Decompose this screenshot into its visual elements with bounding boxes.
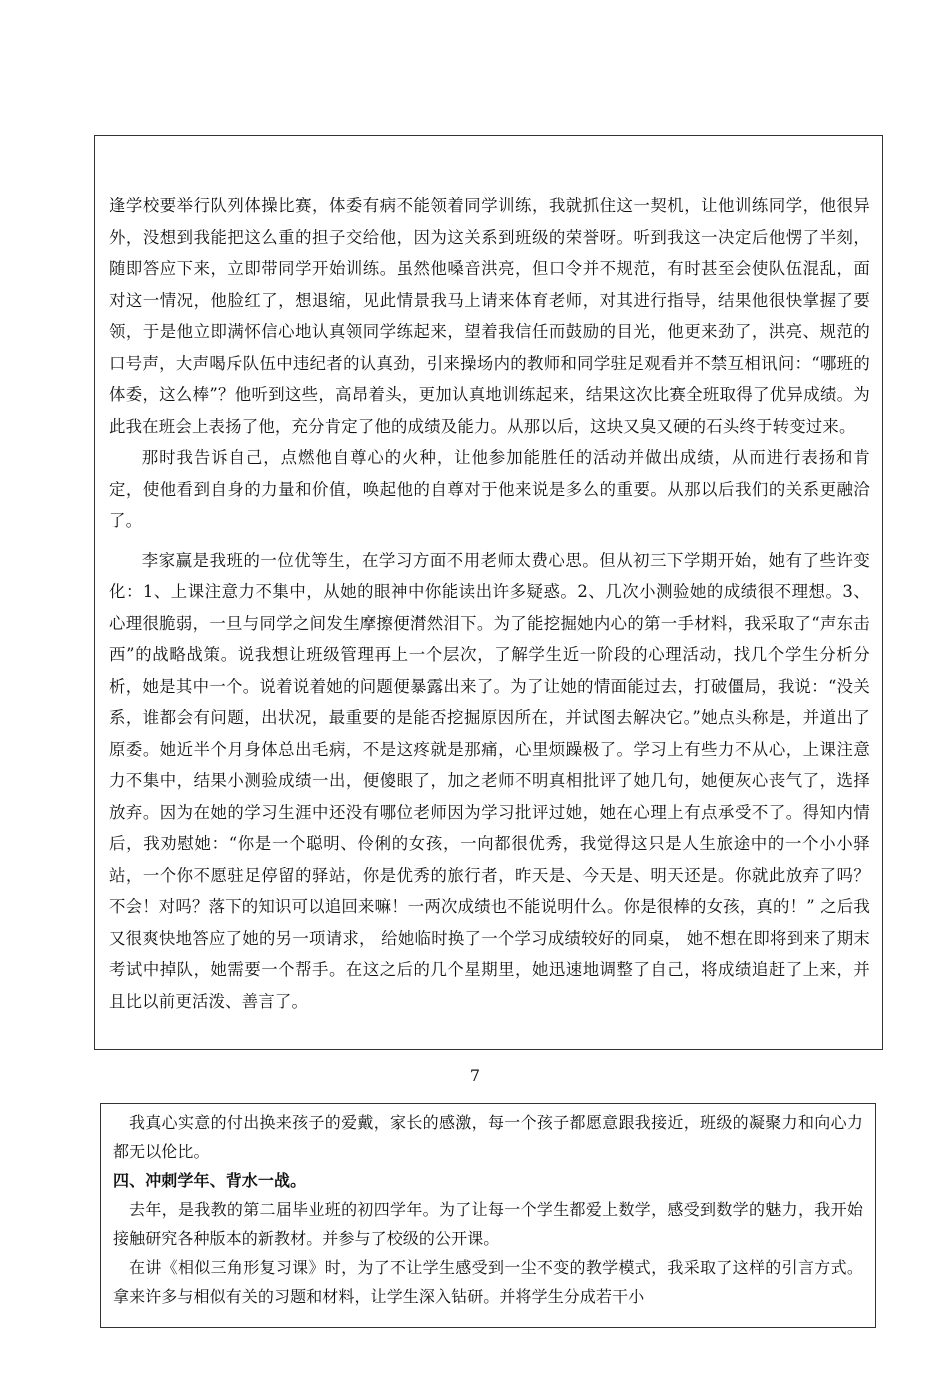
content-box-bottom: [100, 1103, 876, 1328]
paragraph-sincere-effort: 我真心实意的付出换来孩子的爱戴，家长的感激，每一个孩子都愿意跟我接近，班级的凝聚力和向心力都无以伦比。: [113, 1113, 863, 1161]
paragraph-self-esteem: 那时我告诉自己，点燃他自尊心的火种，让他参加能胜任的活动并做出成绩，从而进行表扬和肯定，使他看到自身的力量和价值，唤起他的自尊对于他来说是多么的重要。从那以后我们的关系更融洽了。: [109, 448, 870, 530]
paragraph-graduating-class: 去年，是我教的第二届毕业班的初四学年。为了让每一个学生都爱上数学，感受到数学的魅力，我开始接触研究各种版本的新教材。并参与了校级的公开课。: [113, 1200, 863, 1248]
paragraph-li-jiaying: 李家赢是我班的一位优等生，在学习方面不用老师太费心思。但从初三下学期开始，她有了些许变化：1、上课注意力不集中，从她的眼神中你能读出许多疑惑。2、几次小测验她的成绩很不理想。3、心理很脆弱，一旦与同学之间发生摩擦便潸然泪下。为了能挖掘她内心的第一手材料，我采取了“声东击西”的战略战策。说我想让班级管理再上一个层次，了解学生近一阶段的心理活动，找几个学生分析分析，她是其中一个。说着说着她的问题便暴露出来了。为了让她的情面能过去，打破僵局，我说：“没关系，谁都会有问题，出状况，最重要的是能否挖掘原因所在，并试图去解决它。”她点头称是，并道出了原委。她近半个月身体总出毛病，不是这疼就是那痛，心里烦躁极了。学习上有些力不从心，上课注意力不集中，结果小测验成绩一出，便傻眼了，加之老师不明真相批评了她几句，她便灰心丧气了，选择放弃。因为在她的学习生涯中还没有哪位老师因为学习批评过她，她在心理上有点承受不了。得知内情后，我劝慰她：“你是一个聪明、伶俐的女孩，一向都很优秀，我觉得这只是人生旅途中的一个小小驿站，一个你不愿驻足停留的驿站，你是优秀的旅行者，昨天是、今天是、明天还是。你就此放弃了吗？不会！对吗？落下的知识可以追回来嘛！一两次成绩也不能说明什么。你是很棒的女孩，真的！” 之后我又很爽快地答应了她的另一项请求， 给她临时换了一个学习成绩较好的同桌， 她不想在即将到来了期末考试中掉队，她需要一个帮手。在这之后的几个星期里，她迅速地调整了自己，将成绩追赶了上来，并且比以前更活泼、善言了。: [109, 550, 870, 1011]
page-number: 7: [469, 1066, 481, 1085]
paragraph-sports-committee: 逢学校要举行队列体操比赛，体委有病不能领着同学训练，我就抓住这一契机，让他训练同学，他很异外，没想到我能把这么重的担子交给他，因为这关系到班级的荣誉呀。听到我这一决定后他愣了半刻，随即答应下来，立即带同学开始训练。虽然他嗓音洪亮，但口令并不规范，有时甚至会使队伍混乱，面对这一情况，他脸红了，想退缩，见此情景我马上请来体育老师，对其进行指导，结果他很快掌握了要领，于是他立即满怀信心地认真领同学练起来，望着我信任而鼓励的目光，他更来劲了，洪亮、规范的口号声，大声喝斥队伍中违纪者的认真劲，引来操场内的教师和同学驻足观看并不禁互相讯问：“哪班的体委，这么棒”？他听到这些，高昂着头，更加认真地训练起来，结果这次比赛全班取得了优异成绩。为此我在班会上表扬了他，充分肯定了他的成绩及能力。从那以后，这块又臭又硬的石头终于转变过来。: [109, 196, 870, 436]
paragraph-similar-triangles: 在讲《相似三角形复习课》时，为了不让学生感受到一尘不变的教学模式，我采取了这样的引言方式。拿来许多与相似有关的习题和材料，让学生深入钻研。并将学生分成若干小: [113, 1258, 863, 1306]
content-box-top: [94, 135, 883, 1050]
section-heading: 四、冲刺学年、背水一战。: [113, 1171, 307, 1190]
